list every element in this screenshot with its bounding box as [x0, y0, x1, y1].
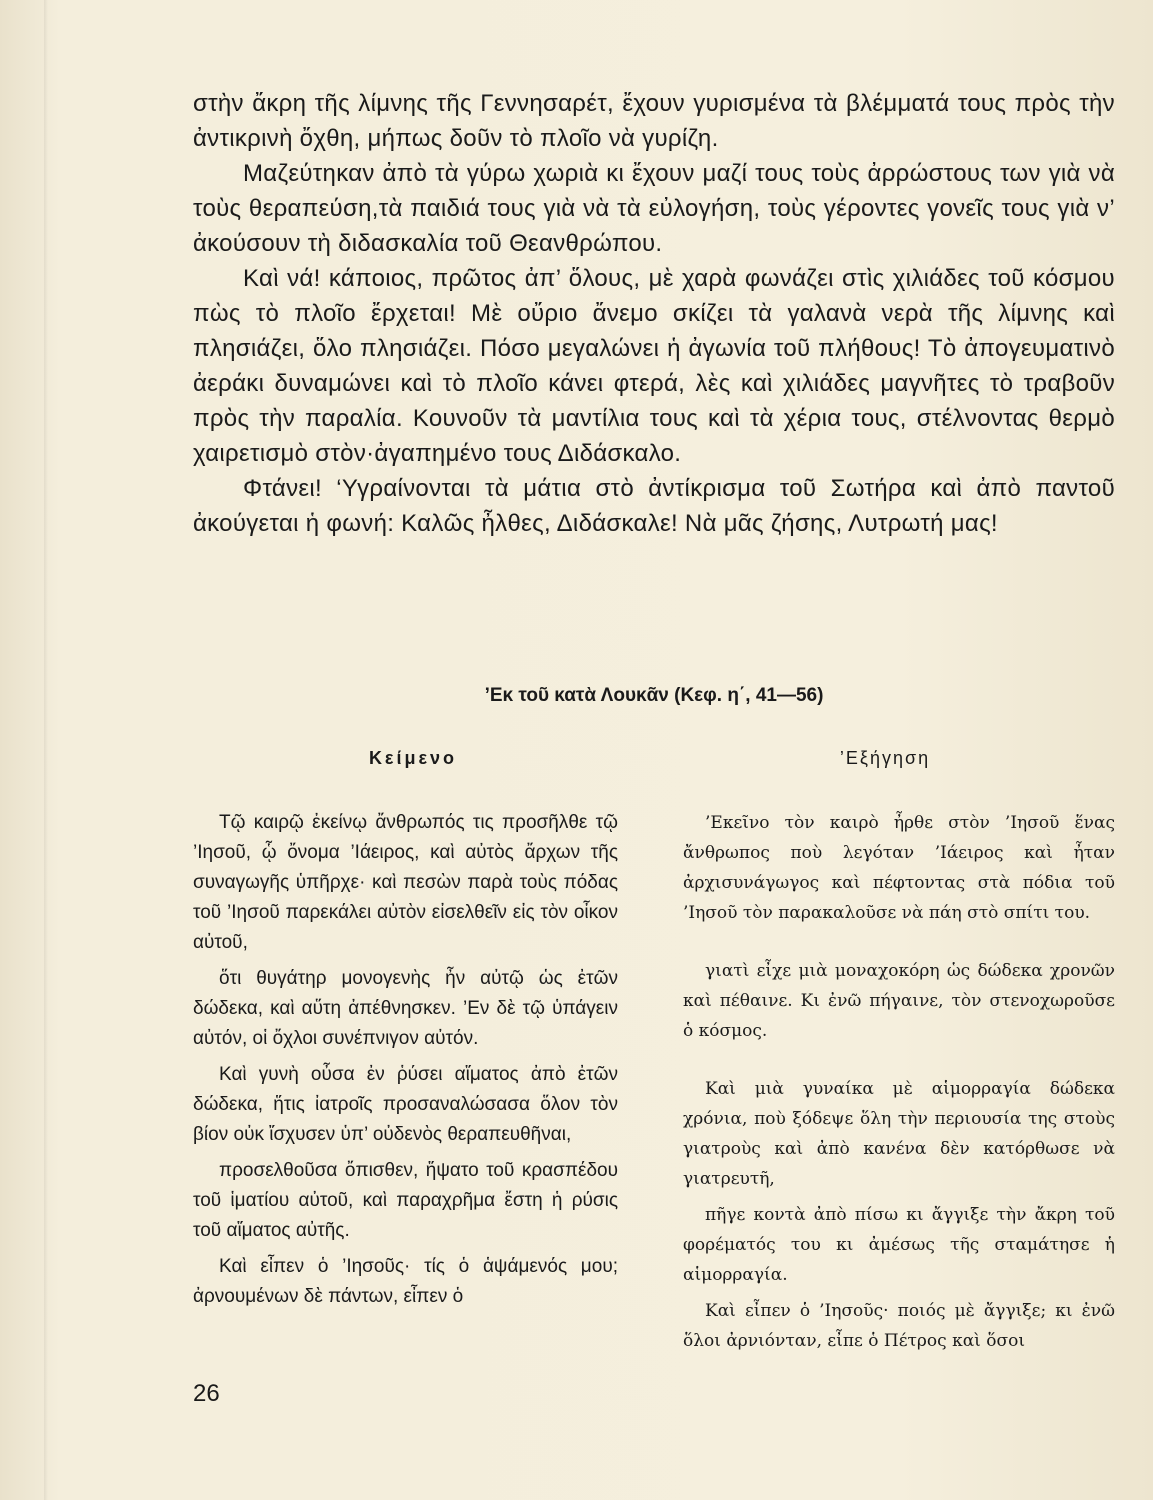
explanation-heading: ’Εξήγηση [839, 748, 931, 768]
intro-paragraph: Καὶ νά! κάποιος, πρῶτος ἀπ’ ὅλους, μὲ χαρὰ φωνάζει στὶς χιλιάδες τοῦ κόσμου πὼς τὸ πλοῖο ἔρχεται! Μὲ οὔριο ἄνεμο σκίζει τὰ γαλανὰ νερὰ τῆς λίμνης καὶ πλησιάζει, ὅλο πλησιάζει. Πόσο μεγαλώνει ἡ ἀγωνία τοῦ πλήθους! Τὸ ἀπογευματινὸ ἀεράκι δυναμώνει καὶ τὸ πλοῖο κάνει φτερά, λὲς καὶ χιλιάδες μαγνῆτες τὸ τραβοῦν πρὸς τὴν παραλία. Κουνοῦν τὰ μαντίλια τους καὶ τὰ χέρια τους, στέλνοντας θερμὸ χαιρετισμὸ στὸν·ἀγαπημένο τους Διδάσκαλο. [193, 265, 1115, 467]
original-paragraph: ὅτι θυγάτηρ μονογενὴς ἦν αὐτῷ ὡς ἐτῶν δώδεκα, καὶ αὕτη ἀπέθνησκεν. ’Εν δὲ τῷ ὑπάγειν αὐτόν, οἱ ὄχλοι συνέπνιγον αὐτόν. [193, 968, 618, 1049]
original-paragraph: Καὶ εἶπεν ὁ ’Ιησοῦς· τίς ὁ ἁψάμενός μου; ἀρνουμένων δὲ πάντων, εἶπεν ὁ [193, 1256, 618, 1307]
intro-paragraph: στὴν ἄκρη τῆς λίμνης τῆς Γεννησαρέτ, ἔχουν γυρισμένα τὰ βλέμματά τους πρὸς τὴν ἀντικρινὴ ὄχθη, μήπως δοῦν τὸ πλοῖο νὰ γυρίζη. [193, 90, 1115, 152]
page-number: 26 [193, 1380, 220, 1407]
explanation-paragraph: Καὶ μιὰ γυναίκα μὲ αἱμορραγία δώδεκα χρόνια, ποὺ ξόδεψε ὅλη τὴν περιουσία της στοὺς γιατροὺς καὶ ἀπὸ κανένα δὲν κατόρθωσε νὰ γιατρευτῆ, [683, 1079, 1115, 1189]
intro-paragraph: Φτάνει! ‘Υγραίνονται τὰ μάτια στὸ ἀντίκρισμα τοῦ Σωτήρα καὶ ἀπὸ παντοῦ ἀκούγεται ἡ φωνή: Καλῶς ἦλθες, Διδάσκαλε! Νὰ μᾶς ζήσης, Λυτρωτή μας! [193, 475, 1115, 537]
original-text-heading: Κείμενο [368, 748, 458, 768]
explanation-paragraph: ’Εκεῖνο τὸν καιρὸ ἦρθε στὸν ’Ιησοῦ ἕνας ἄνθρωπος ποὺ λεγόταν ’Ιάειρος καὶ ἦταν ἀρχισυνάγωγος καὶ πέφτοντας στὰ πόδια τοῦ ’Ιησοῦ τὸν παρακαλοῦσε νὰ πάη στὸ σπίτι του. [683, 813, 1115, 923]
page-fold-shadow [44, 0, 48, 1500]
explanation-paragraph: Καὶ εἶπεν ὁ ’Ιησοῦς· ποιός μὲ ἄγγιξε; κι ἐνῶ ὅλοι ἀρνιόνταν, εἶπε ὁ Πέτρος καὶ ὅσοι [683, 1301, 1115, 1351]
original-paragraph: Καὶ γυνὴ οὖσα ἐν ῥύσει αἵματος ἀπὸ ἐτῶν δώδεκα, ἥτις ἰατροῖς προσαναλώσασα ὅλον τὸν βίον οὐκ ἴσχυσεν ὑπ’ οὐδενὸς θεραπευθῆναι, [193, 1064, 618, 1145]
explanation-paragraph: γιατὶ εἶχε μιὰ μοναχοκόρη ὡς δώδεκα χρονῶν καὶ πέθαινε. Κι ἐνῶ πήγαινε, τὸν στενοχωροῦσε ὁ κόσμος. [683, 961, 1115, 1041]
intro-text [193, 86, 1115, 541]
explanation-column [683, 808, 1115, 1362]
intro-paragraph: Μαζεύτηκαν ἀπὸ τὰ γύρω χωριὰ κι ἔχουν μαζί τους τοὺς ἀρρώστους των γιὰ νὰ τοὺς θεραπεύση,τὰ παιδιά τους γιὰ νὰ τὰ εὐλογήση, τοὺς γέροντες γονεῖς τους γιὰ ν’ ἀκούσουν τὴ διδασκαλία τοῦ Θεανθρώπου. [193, 160, 1115, 257]
original-paragraph: Τῷ καιρῷ ἐκείνῳ ἄνθρωπός τις προσῆλθε τῷ ’Ιησοῦ, ᾧ ὄνομα ’Ιάειρος, καὶ αὐτὸς ἄρχων τῆς συναγωγῆς ὑπῆρχε· καὶ πεσὼν παρὰ τοὺς πόδας τοῦ ’Ιησοῦ παρεκάλει αὐτὸν εἰσελθεῖν εἰς τὸν οἶκον αὐτοῦ, [193, 812, 618, 953]
scripture-reference: ’Εκ τοῦ κατὰ Λουκᾶν (Κεφ. η΄, 41—56) [484, 685, 824, 706]
explanation-paragraph: πῆγε κοντὰ ἀπὸ πίσω κι ἄγγιξε τὴν ἄκρη τοῦ φορέματός του κι ἀμέσως τῆς σταμάτησε ἡ αἱμορραγία. [683, 1205, 1115, 1285]
original-text-column [193, 808, 618, 1318]
original-paragraph: προσελθοῦσα ὄπισθεν, ἥψατο τοῦ κρασπέδου τοῦ ἱματίου αὐτοῦ, καὶ παραχρῆμα ἔστη ἡ ρύσις τοῦ αἵματος αὐτῆς. [193, 1160, 618, 1241]
